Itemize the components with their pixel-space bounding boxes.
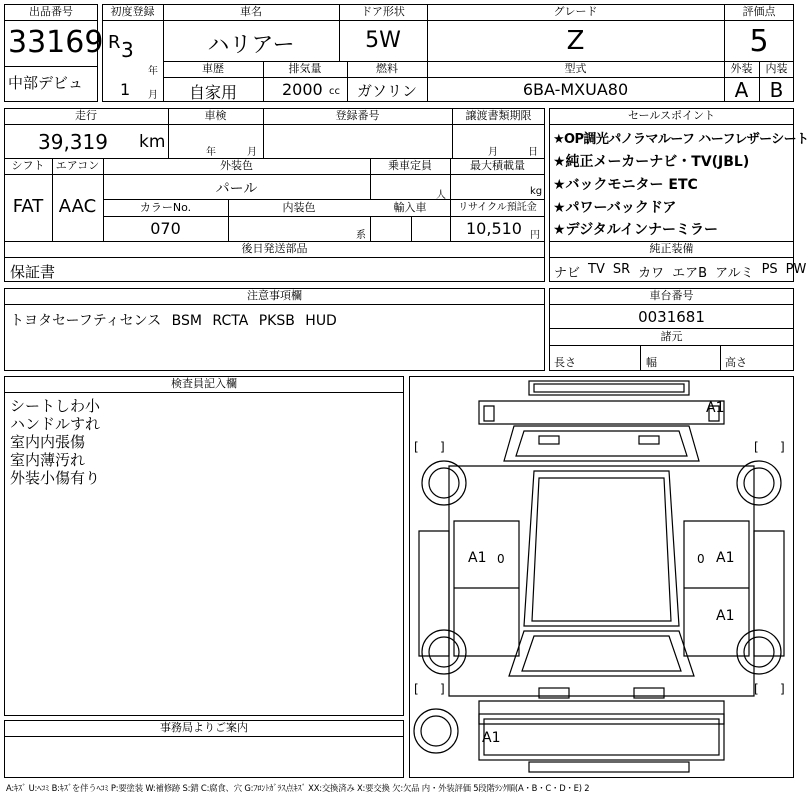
later-parts-value: 保証書 bbox=[10, 263, 56, 281]
sales-point: ★パワーバックドア bbox=[553, 200, 677, 216]
equipment-item: TV bbox=[588, 262, 605, 277]
lot-note: 中部デビュ bbox=[8, 74, 84, 92]
bracket-mark: [ bbox=[414, 682, 419, 696]
equipment-item: SR bbox=[612, 262, 631, 277]
bracket-mark: [ bbox=[754, 682, 759, 696]
reg-month: 1 bbox=[120, 80, 131, 99]
transfer-day-unit: 日 bbox=[528, 147, 538, 158]
ext-color-value: パール bbox=[215, 181, 258, 197]
year-unit: 年 bbox=[148, 66, 158, 77]
score-value: 5 bbox=[749, 24, 769, 59]
equipment-item: エアB bbox=[672, 266, 708, 281]
width-label: 幅 bbox=[646, 356, 657, 369]
int-color-unit: 系 bbox=[356, 230, 366, 241]
displacement-label: 排気量 bbox=[288, 62, 322, 75]
inspector-label: 検査員記入欄 bbox=[171, 377, 237, 390]
equipment-item: PS bbox=[761, 262, 778, 277]
ext-color-label: 外装色 bbox=[220, 159, 253, 172]
km-unit: km bbox=[139, 132, 166, 152]
reg-year: 3 bbox=[121, 38, 134, 62]
int-score: B bbox=[769, 78, 784, 102]
length-label: 長さ bbox=[554, 356, 576, 369]
cc-unit: cc bbox=[329, 86, 340, 97]
ext-label: 外装 bbox=[730, 62, 753, 75]
inspector-line: ハンドルすれ bbox=[10, 415, 101, 433]
mileage-label: 走行 bbox=[75, 109, 97, 122]
displacement-value: 2000 bbox=[282, 80, 323, 99]
month-unit: 月 bbox=[148, 90, 158, 101]
equipment-label: 純正装備 bbox=[649, 242, 694, 255]
insp-year-unit: 年 bbox=[206, 147, 216, 158]
car-name-label: 車名 bbox=[240, 5, 262, 18]
equipment-item: ナビ bbox=[554, 266, 581, 281]
zero-mark: 0 bbox=[497, 552, 505, 566]
import-label: 輸入車 bbox=[393, 201, 427, 214]
transfer-label: 譲渡書類期限 bbox=[465, 109, 532, 122]
equipment-list bbox=[554, 262, 806, 281]
load-unit: kg bbox=[530, 186, 543, 197]
sales-point: ★OP調光パノラマルーフ ハーフレザーシート bbox=[553, 132, 808, 147]
sales-point: ★バックモニター ETC bbox=[553, 177, 698, 193]
grade-label: グレード bbox=[553, 5, 598, 18]
car-diagram bbox=[409, 376, 794, 778]
fuel-value: ガソリン bbox=[356, 82, 417, 100]
int-color-label: 内装色 bbox=[282, 201, 316, 214]
transfer-month-unit: 月 bbox=[488, 147, 498, 158]
dimensions-label: 諸元 bbox=[660, 330, 683, 343]
chassis-label: 車台番号 bbox=[649, 289, 694, 302]
damage-mark: A1 bbox=[716, 608, 735, 624]
reg-era: R bbox=[108, 32, 121, 53]
recycle-value: 10,510 bbox=[466, 219, 522, 238]
equipment-item: PW bbox=[785, 262, 807, 277]
doors-label: ドア形状 bbox=[361, 5, 405, 18]
shift-label: シフト bbox=[11, 159, 45, 172]
sales-label: セールスポイント bbox=[627, 109, 715, 122]
later-parts-label: 後日発送部品 bbox=[241, 242, 308, 255]
ac-label: エアコン bbox=[55, 159, 100, 172]
inspector-line: 外装小傷有り bbox=[10, 469, 101, 487]
history-value: 自家用 bbox=[188, 83, 237, 102]
model-label: 型式 bbox=[564, 62, 587, 75]
color-no-value: 070 bbox=[150, 219, 181, 238]
load-label: 最大積載量 bbox=[470, 159, 525, 172]
equipment-item: カワ bbox=[638, 266, 665, 281]
inspection-label: 車検 bbox=[204, 109, 227, 122]
height-label: 高さ bbox=[725, 356, 747, 369]
recycle-label: リサイクル預託金 bbox=[458, 202, 537, 213]
damage-mark: A1 bbox=[706, 400, 725, 416]
equipment-item: アルミ bbox=[715, 266, 754, 281]
doors-value: 5W bbox=[365, 28, 401, 53]
damage-mark: A1 bbox=[482, 730, 501, 746]
int-label: 内装 bbox=[765, 62, 788, 75]
lot-label: 出品番号 bbox=[29, 5, 73, 18]
chassis-number: 0031681 bbox=[638, 308, 705, 326]
sales-point: ★純正メーカーナビ・TV(JBL) bbox=[553, 154, 750, 170]
office-label: 事務局よりご案内 bbox=[160, 721, 248, 734]
damage-mark: A1 bbox=[716, 550, 735, 566]
history-label: 車歴 bbox=[202, 62, 224, 75]
zero-mark: 0 bbox=[697, 552, 705, 566]
inspector-line: シートしわ小 bbox=[10, 397, 101, 415]
capacity-label: 乗車定員 bbox=[388, 159, 432, 172]
reg-label: 初度登録 bbox=[110, 5, 155, 18]
ac-value: AAC bbox=[58, 196, 97, 217]
bracket-mark: ] bbox=[780, 682, 785, 696]
recycle-unit: 円 bbox=[530, 230, 540, 241]
score-label: 評価点 bbox=[742, 5, 776, 18]
grade-value: Z bbox=[566, 26, 585, 56]
shift-value: FAT bbox=[12, 196, 44, 217]
ext-score: A bbox=[734, 78, 749, 102]
insp-month-unit: 月 bbox=[247, 147, 257, 158]
inspector-line: 室内内張傷 bbox=[10, 433, 86, 451]
bracket-mark: ] bbox=[780, 440, 785, 454]
plate-label: 登録番号 bbox=[335, 109, 380, 122]
car-name: ハリアー bbox=[207, 33, 295, 58]
legend-text: A:ｷｽﾞ U:ﾍｺﾐ B:ｷｽﾞを伴うﾍｺﾐ P:要塗装 W:補修跡 S:錆 C:腐食、穴 G:ﾌﾛﾝﾄｶﾞﾗｽ点ｷｽﾞ XX:交換済み X:要交換 欠:欠品 内・外装評価 5段階ﾗﾝｸ順(A・B・C・D・E) 2 bbox=[6, 783, 590, 793]
mileage-value: 39,319 bbox=[38, 130, 108, 154]
lot-number: 33169 bbox=[8, 25, 104, 60]
inspector-line: 室内薄汚れ bbox=[10, 451, 86, 469]
color-no-label: カラーNo. bbox=[139, 201, 192, 214]
bracket-mark: [ bbox=[754, 440, 759, 454]
sales-point: ★デジタルインナーミラー bbox=[553, 222, 719, 238]
bracket-mark: [ bbox=[414, 440, 419, 454]
model-value: 6BA-MXUA80 bbox=[522, 80, 629, 99]
capacity-unit: 人 bbox=[436, 190, 446, 201]
fuel-label: 燃料 bbox=[376, 62, 398, 75]
notes-text: トヨタセーフティセンス BSM RCTA PKSB HUD bbox=[10, 313, 337, 329]
bracket-mark: ] bbox=[440, 682, 445, 696]
notes-label: 注意事項欄 bbox=[247, 289, 302, 302]
bracket-mark: ] bbox=[440, 440, 445, 454]
damage-mark: A1 bbox=[468, 550, 487, 566]
